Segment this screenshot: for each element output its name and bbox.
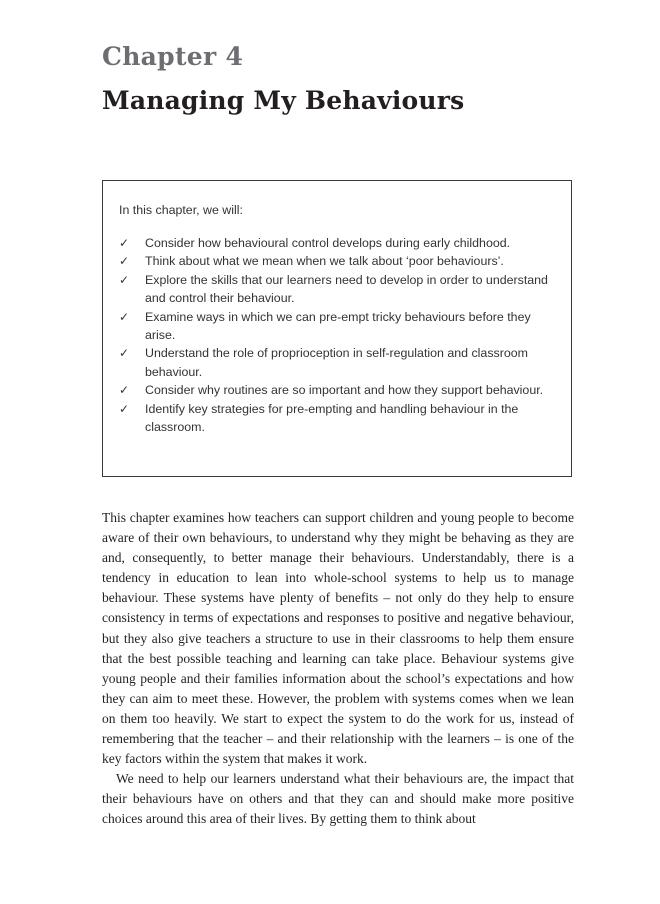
- checkmark-icon: ✓: [119, 309, 130, 324]
- chapter-objectives-box: [102, 180, 572, 477]
- body-paragraph: This chapter examines how teachers can support children and young people to become aware of their own behaviours, to understand why they might be behaving as they are and, consequently, to better manage their behaviours. Understandably, there is a tendency in education to lean into whole-school systems to help us to manage behaviour. These systems have plenty of benefits – not only do they help to ensure consistency in terms of expectations and responses to positive and negative behaviour, but they also give teachers a structure to use in their classrooms to help them ensure that the best possible teaching and learning can take place. Behaviour systems give young people and their families information about the school’s expectations and how they can aim to meet these. However, the problem with systems comes when we lean on them too heavily. We start to expect the system to do the work for us, instead of remembering that the teacher – and their relationship with the learners – is one of the key factors within the system that makes it work.: [102, 510, 574, 767]
- objective-item: [119, 400, 555, 437]
- checkmark-icon: ✓: [119, 254, 130, 269]
- objectives-list: [119, 234, 555, 436]
- objective-text: Examine ways in which we can pre-empt tricky behaviours before they arise.: [145, 309, 531, 343]
- objective-text: Consider why routines are so important and how they support behaviour.: [145, 383, 544, 398]
- chapter-title: Managing My Behaviours: [102, 86, 465, 115]
- checkmark-icon: ✓: [119, 236, 130, 250]
- objective-text: Think about what we mean when we talk about ‘poor behaviours’.: [145, 254, 504, 269]
- objective-item: [119, 271, 555, 308]
- chapter-number: Chapter 4: [102, 42, 244, 71]
- objective-item: [119, 308, 555, 345]
- checkmark-icon: ✓: [119, 346, 130, 361]
- objective-text: Explore the skills that our learners need to develop in order to understand and control their behaviour.: [145, 272, 548, 306]
- checkmark-icon: ✓: [119, 272, 130, 287]
- objective-item: [119, 234, 555, 252]
- checkmark-icon: ✓: [119, 401, 130, 416]
- objective-item: [119, 252, 555, 270]
- checkmark-icon: ✓: [119, 383, 130, 398]
- objective-text: Identify key strategies for pre-empting and handling behaviour in the classroom.: [145, 401, 519, 435]
- objective-text: Consider how behavioural control develops during early childhood.: [145, 236, 511, 250]
- objective-text: Understand the role of proprioception in self-regulation and classroom behaviour.: [145, 346, 528, 379]
- body-paragraph: We need to help our learners understand what their behaviours are, the impact that their behaviours have on others and that they can and should make more positive choices around this area of their lives. By getting them to think about: [102, 771, 574, 827]
- objectives-intro: In this chapter, we will:: [119, 203, 243, 217]
- objective-item: [119, 381, 555, 399]
- objective-item: [119, 344, 555, 381]
- chapter-body-text: [102, 508, 574, 830]
